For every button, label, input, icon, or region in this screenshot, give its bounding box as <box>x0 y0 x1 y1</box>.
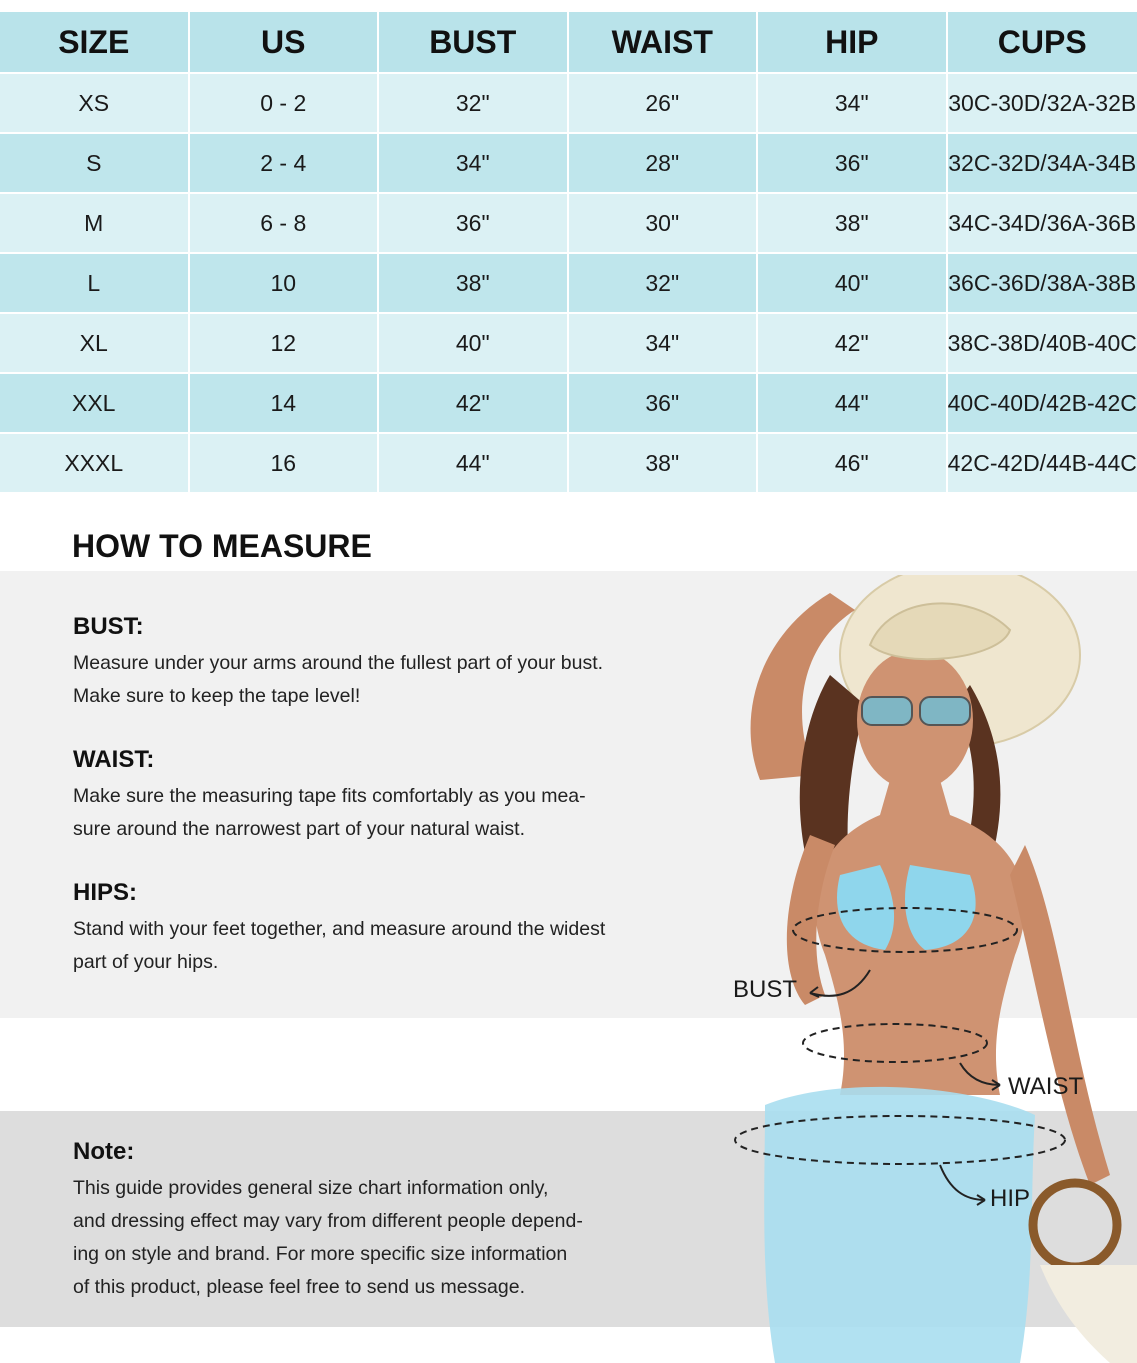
table-row <box>0 74 1137 134</box>
size-chart-table <box>0 12 1137 494</box>
size-chart-header-row <box>0 12 1137 74</box>
table-row <box>0 374 1137 434</box>
cell-waist: 28" <box>569 134 759 194</box>
header-waist: WAIST <box>569 12 759 74</box>
cell-cups: 34C-34D/36A-36B <box>948 194 1137 254</box>
hips-guide <box>73 879 663 979</box>
note-block <box>73 1138 643 1304</box>
table-row <box>0 254 1137 314</box>
cell-hip: 46" <box>758 434 948 494</box>
header-cups: CUPS <box>948 12 1137 74</box>
bust-heading: BUST: <box>73 613 144 640</box>
bust-guide <box>73 613 663 713</box>
cell-cups: 42C-42D/44B-44C <box>948 434 1137 494</box>
cell-us: 2 - 4 <box>190 134 380 194</box>
cell-waist: 32" <box>569 254 759 314</box>
hips-instructions: Stand with your feet together, and measure around the widest part of your hips. <box>73 918 606 973</box>
cell-us: 12 <box>190 314 380 374</box>
table-row <box>0 194 1137 254</box>
cell-cups: 40C-40D/42B-42C <box>948 374 1137 434</box>
waist-label: WAIST <box>1008 1073 1084 1100</box>
sunglasses-icon <box>862 697 912 725</box>
cell-cups: 32C-32D/34A-34B <box>948 134 1137 194</box>
cell-us: 14 <box>190 374 380 434</box>
cell-waist: 34" <box>569 314 759 374</box>
hip-label: HIP <box>990 1185 1031 1212</box>
cell-bust: 36" <box>379 194 569 254</box>
cell-bust: 34" <box>379 134 569 194</box>
cell-bust: 32" <box>379 74 569 134</box>
header-hip: HIP <box>758 12 948 74</box>
cell-bust: 44" <box>379 434 569 494</box>
cell-us: 6 - 8 <box>190 194 380 254</box>
cell-waist: 26" <box>569 74 759 134</box>
cell-hip: 44" <box>758 374 948 434</box>
cell-hip: 34" <box>758 74 948 134</box>
cell-hip: 40" <box>758 254 948 314</box>
cell-waist: 30" <box>569 194 759 254</box>
cell-size: L <box>0 254 190 314</box>
cell-size: XXL <box>0 374 190 434</box>
bag-handle <box>1033 1183 1117 1267</box>
hips-heading: HIPS: <box>73 879 138 906</box>
cell-us: 10 <box>190 254 380 314</box>
cell-bust: 40" <box>379 314 569 374</box>
sarong-skirt <box>764 1087 1035 1363</box>
cell-waist: 38" <box>569 434 759 494</box>
cell-cups: 30C-30D/32A-32B <box>948 74 1137 134</box>
table-row <box>0 134 1137 194</box>
cell-size: XXXL <box>0 434 190 494</box>
cell-us: 0 - 2 <box>190 74 380 134</box>
waist-instructions: Make sure the measuring tape fits comfortably as you mea- sure around the narrowest part of your natural waist. <box>73 785 586 840</box>
cell-bust: 38" <box>379 254 569 314</box>
waist-heading: WAIST: <box>73 746 155 773</box>
header-bust: BUST <box>379 12 569 74</box>
model-figure-illustration <box>640 575 1137 1363</box>
header-size: SIZE <box>0 12 190 74</box>
cell-size: XL <box>0 314 190 374</box>
cell-hip: 36" <box>758 134 948 194</box>
waist-guide <box>73 746 663 846</box>
cell-hip: 38" <box>758 194 948 254</box>
beach-bag <box>1040 1265 1137 1363</box>
how-to-measure-title: HOW TO MEASURE <box>72 528 372 564</box>
header-us: US <box>190 12 380 74</box>
cell-bust: 42" <box>379 374 569 434</box>
cell-cups: 38C-38D/40B-40C <box>948 314 1137 374</box>
cell-hip: 42" <box>758 314 948 374</box>
table-row <box>0 314 1137 374</box>
bust-instructions: Measure under your arms around the fullest part of your bust. Make sure to keep the tape level! <box>73 652 604 707</box>
cell-size: S <box>0 134 190 194</box>
cell-size: XS <box>0 74 190 134</box>
bust-label: BUST <box>733 976 798 1003</box>
cell-waist: 36" <box>569 374 759 434</box>
cell-size: M <box>0 194 190 254</box>
table-row <box>0 434 1137 494</box>
note-heading: Note: <box>73 1138 135 1165</box>
note-text: This guide provides general size chart information only, and dressing effect may vary from different people depend- ing on style and brand. For more specific size information of this product, please feel free to send us message. <box>73 1177 583 1298</box>
cell-us: 16 <box>190 434 380 494</box>
cell-cups: 36C-36D/38A-38B <box>948 254 1137 314</box>
